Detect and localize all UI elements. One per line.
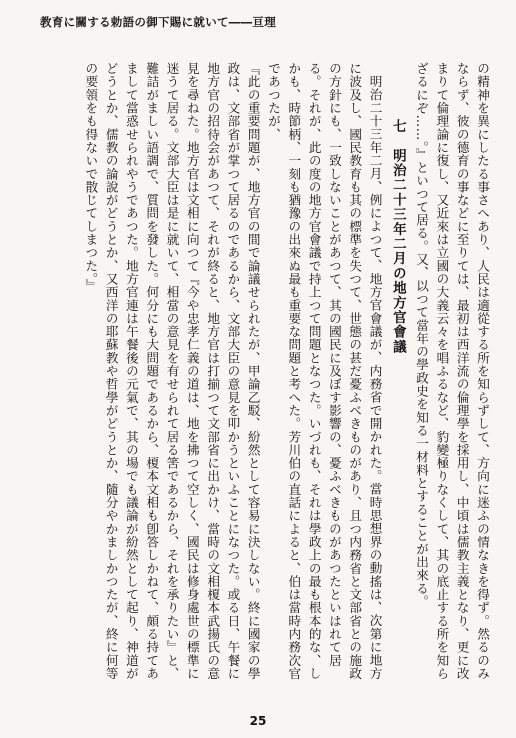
page-number: 25 xyxy=(249,714,267,728)
paragraph-continued: の精神を異にしたる事さへあり、人民は適從する所を知らずして、方向に迷ふの情なきを得ず。然るのみならず、彼の德育の事などに至りては、最初は西洋流の倫理學を採用し、中頃は儒教主義となり、更に改まりて倫理論に復し、又近來は立國の大義云々を唱ふるなど、豹變極りなくして、其の底止する所を知らざるにぞ……。』といつて居る。又、以つて當年の學政史を知る一材料とすることが出來る。 xyxy=(414,62,490,681)
body-text xyxy=(30,62,492,682)
section-heading: 七 明治二十三年二月の地方官會議 xyxy=(389,118,406,354)
section-paragraph: 明治二十三年二月、例によつて、地方官會議が、内務省で開かれた。當時思想界の動搖は、次第に地方に波及し、國民教育も其の標準を失つて、世態の甚だ憂ふべきものがあり、且つ内務省と文部省との施政の方針にも、一致しないことがあつて、其の國民に及ぼす影響の、憂ふべきものがあつたといはれて居る。それが、此の度の地方官會議で持上つて問題となつた。いづれも、それは學政上の最も根本的な、しかも、時節柄、一刻も猶豫の出來ぬ最も重要な問題と考へた。芳川伯の直話によると、伯は當時内務次官であつたが、 xyxy=(266,62,383,681)
running-head: 教育に關する勅語の御下賜に就いて――亘理 xyxy=(40,15,276,29)
quoted-paragraph: 『此の重要問題が、地方官の間で論議せられたが、甲論乙駁、紛然として容易に決しない。終に國家の學政は、文部省が掌つて居るのであるから、文部大臣の意見を叩かうといふことになつた。或る日、午餐に地方官の招待会があつて、それが終ると、地方官は打揃つて文部省に出かけ、當時の文相榎本武揚氏の意見を尋ねた。地方官は文相に向つて『今や忠孝仁義の道は、地を拂つて空しく、國民は修身處世の標準に迷うて居る。文部大臣は是に就いて、相當の意見を有せられて居る筈であるから、それを承りたい』と、難詰がましい語調で、質問を發した。何分にも大問題であるから、榎本文相も卽答しかねて、頗る持てあまして當惑せられやうであつた。地方官連は午餐後の元氣で、其の場でも議論が紛然として起り、神道がどうとか、儒教の論說がどうとか、又西洋の耶蘇教や哲學がどうとか、隨分やかましかつたが、終に何等の要領をも得ないで散じてしまつた。』 xyxy=(83,62,261,681)
